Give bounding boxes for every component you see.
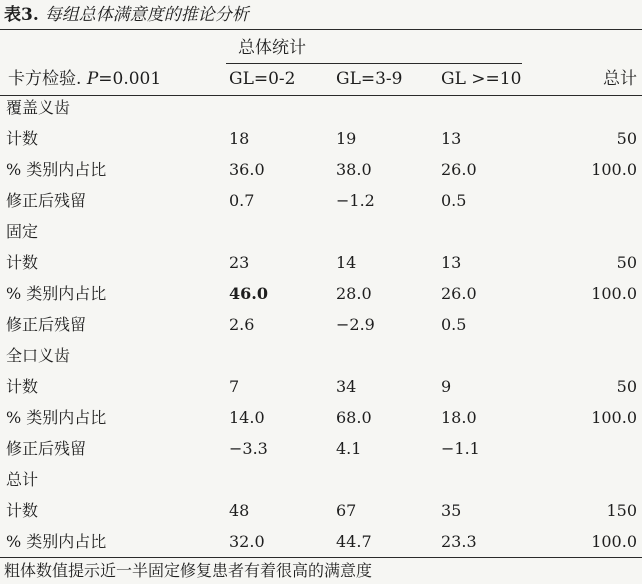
table-cell: −1.2 <box>336 191 375 210</box>
row-label: % 类别内占比 <box>6 532 107 551</box>
row-label: % 类别内占比 <box>6 408 107 427</box>
total-cell: 100.0 <box>591 160 637 179</box>
table-cell: 0.5 <box>441 191 467 210</box>
group-label: 固定 <box>6 222 39 241</box>
table-cell: 38.0 <box>336 160 372 179</box>
header-rule <box>0 95 642 96</box>
table-cell: 13 <box>441 253 462 272</box>
total-cell: 50 <box>616 129 637 148</box>
table-cell: 36.0 <box>229 160 265 179</box>
group-label: 覆盖义齿 <box>6 98 71 117</box>
row-label: 计数 <box>6 377 39 396</box>
table-cell: 23 <box>229 253 250 272</box>
header-prefix: 卡方检验. <box>8 69 87 89</box>
table-cell: 46.0 <box>229 284 268 303</box>
table-cell: 68.0 <box>336 408 372 427</box>
row-label: 修正后残留 <box>6 315 87 334</box>
group-label: 总计 <box>6 470 39 489</box>
table-cell: 26.0 <box>441 160 477 179</box>
table-cell: −3.3 <box>229 439 268 458</box>
total-cell: 100.0 <box>591 284 637 303</box>
table-cell: 9 <box>441 377 452 396</box>
table-cell: 2.6 <box>229 315 255 334</box>
table-cell: 32.0 <box>229 532 265 551</box>
header-p-value: =0.001 <box>98 69 162 89</box>
footnote: 粗体数值提示近一半固定修复患者有着很高的满意度 <box>4 561 373 580</box>
table-cell: 48 <box>229 501 250 520</box>
table-cell: −1.1 <box>441 439 480 458</box>
header-p: P <box>86 69 99 89</box>
total-cell: 50 <box>616 253 637 272</box>
table-cell: 23.3 <box>441 532 477 551</box>
top-rule <box>0 29 642 30</box>
bottom-rule <box>0 557 642 558</box>
col-header-total: 总计 <box>603 69 637 89</box>
table-cell: 28.0 <box>336 284 372 303</box>
row-label: 修正后残留 <box>6 191 87 210</box>
caption-label: 表3. <box>4 5 39 25</box>
row-label: 计数 <box>6 501 39 520</box>
header-row-label <box>8 69 161 89</box>
table-cell: 18.0 <box>441 408 477 427</box>
group-label: 全口义齿 <box>6 346 71 365</box>
span-header: 总体统计 <box>238 38 306 58</box>
span-rule <box>226 63 522 64</box>
table-cell: 67 <box>336 501 357 520</box>
col-header-3: GL >=10 <box>441 69 522 89</box>
table-cell: 13 <box>441 129 462 148</box>
table-cell: −2.9 <box>336 315 375 334</box>
table-cell: 4.1 <box>336 439 362 458</box>
table-caption <box>4 2 249 28</box>
table-cell: 34 <box>336 377 357 396</box>
total-cell: 50 <box>616 377 637 396</box>
total-cell: 100.0 <box>591 532 637 551</box>
caption-title: 每组总体满意度的推论分析 <box>44 5 249 25</box>
table-cell: 26.0 <box>441 284 477 303</box>
table-cell: 0.5 <box>441 315 467 334</box>
row-label: % 类别内占比 <box>6 160 107 179</box>
table-cell: 44.7 <box>336 532 372 551</box>
table-cell: 0.7 <box>229 191 255 210</box>
total-cell: 100.0 <box>591 408 637 427</box>
table-cell: 14 <box>336 253 357 272</box>
table-cell: 35 <box>441 501 462 520</box>
col-header-2: GL=3-9 <box>336 69 403 89</box>
col-header-1: GL=0-2 <box>229 69 296 89</box>
row-label: 计数 <box>6 253 39 272</box>
table-cell: 18 <box>229 129 250 148</box>
row-label: 修正后残留 <box>6 439 87 458</box>
table-cell: 7 <box>229 377 240 396</box>
total-cell: 150 <box>606 501 637 520</box>
row-label: 计数 <box>6 129 39 148</box>
table-cell: 14.0 <box>229 408 265 427</box>
row-label: % 类别内占比 <box>6 284 107 303</box>
table-cell: 19 <box>336 129 357 148</box>
